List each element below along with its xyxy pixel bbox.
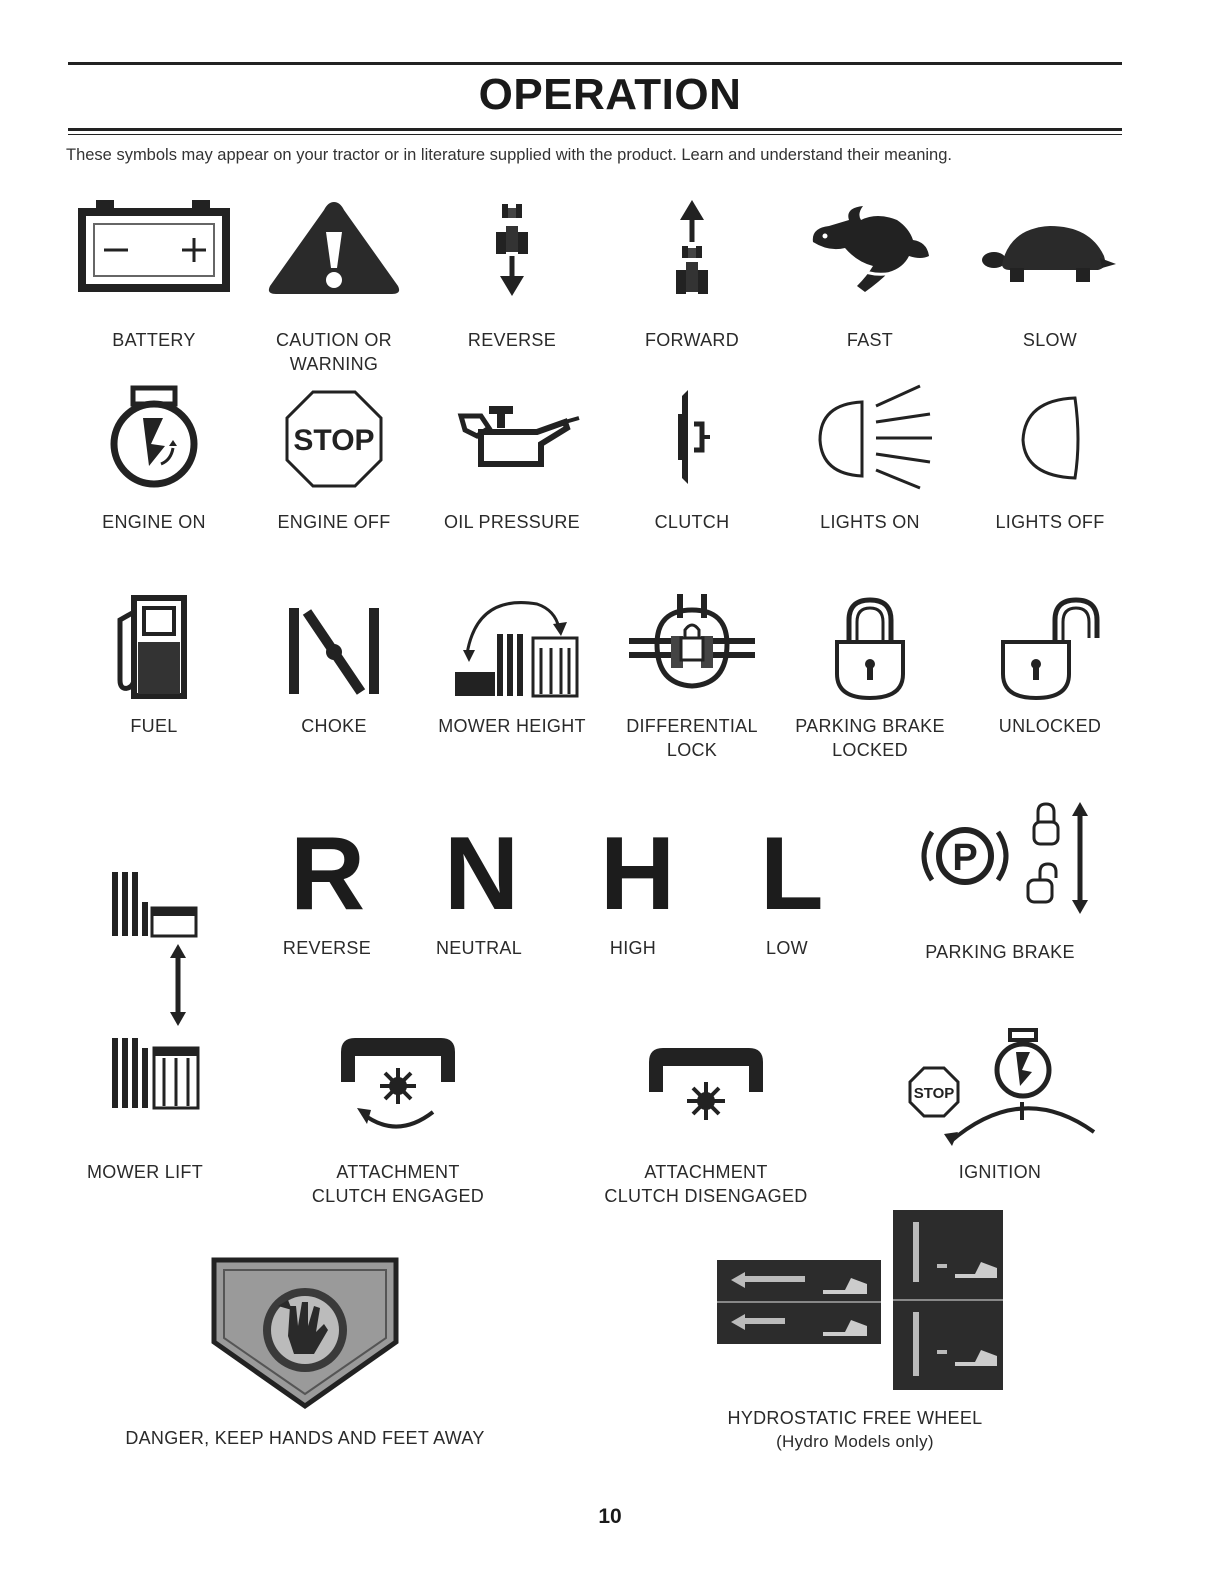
ignition-stop-text: STOP bbox=[913, 1085, 955, 1102]
symbol-fast bbox=[780, 198, 960, 352]
battery-icon bbox=[74, 198, 234, 298]
label-forward: FORWARD bbox=[644, 330, 740, 350]
page-number: 10 bbox=[598, 1505, 622, 1528]
label-hydro-line2: (Hydro Models only) bbox=[776, 1432, 934, 1451]
symbol-attachment-engaged bbox=[298, 1028, 498, 1208]
label-pb-locked-line1: PARKING BRAKE bbox=[795, 716, 945, 736]
label-att-engaged-line1: ATTACHMENT bbox=[336, 1162, 460, 1182]
symbol-engine-on bbox=[64, 384, 244, 534]
hydrostatic-decal-icon bbox=[705, 1208, 1005, 1392]
label-parking-brake: PARKING BRAKE bbox=[925, 942, 1075, 962]
symbol-engine-off bbox=[244, 384, 424, 534]
stop-sign-icon bbox=[279, 384, 389, 490]
label-gear-high: HIGH bbox=[609, 938, 657, 958]
rabbit-icon bbox=[805, 198, 935, 298]
attachment-engaged-icon bbox=[333, 1028, 463, 1140]
symbol-parking-brake-locked bbox=[780, 594, 960, 762]
gear-letter-low: L bbox=[760, 816, 824, 932]
label-danger: DANGER, KEEP HANDS AND FEET AWAY bbox=[125, 1428, 485, 1448]
symbol-fuel bbox=[64, 594, 244, 738]
label-mower-height: MOWER HEIGHT bbox=[438, 716, 586, 736]
symbol-danger-hands bbox=[100, 1256, 510, 1450]
oil-can-icon bbox=[437, 384, 587, 490]
headlight-off-icon bbox=[1005, 384, 1095, 490]
label-att-engaged-line2: CLUTCH ENGAGED bbox=[311, 1186, 485, 1206]
label-slow: SLOW bbox=[1022, 330, 1078, 350]
symbol-lights-on bbox=[780, 384, 960, 534]
symbol-mower-lift bbox=[70, 862, 240, 1184]
label-att-disengaged-line2: CLUTCH DISENGAGED bbox=[604, 1186, 808, 1206]
choke-icon bbox=[269, 594, 399, 700]
label-diff-line1: DIFFERENTIAL bbox=[626, 716, 758, 736]
symbol-battery bbox=[64, 198, 244, 352]
symbol-caution bbox=[244, 198, 424, 376]
label-lights-off: LIGHTS OFF bbox=[995, 512, 1105, 532]
label-choke: CHOKE bbox=[301, 716, 367, 736]
top-rule bbox=[68, 62, 1122, 65]
label-hydro-line1: HYDROSTATIC FREE WHEEL bbox=[727, 1408, 983, 1428]
gear-letter-reverse: R bbox=[290, 816, 366, 932]
symbol-parking-brake bbox=[900, 800, 1100, 964]
lock-open-icon bbox=[995, 594, 1105, 700]
label-battery: BATTERY bbox=[112, 330, 196, 350]
label-clutch: CLUTCH bbox=[654, 512, 730, 532]
label-engine-on: ENGINE ON bbox=[102, 512, 206, 532]
ignition-icon bbox=[900, 1028, 1100, 1146]
label-mower-lift: MOWER LIFT bbox=[87, 1162, 203, 1182]
label-fast: FAST bbox=[846, 330, 894, 350]
symbol-reverse bbox=[422, 198, 602, 352]
stop-sign-text: STOP bbox=[293, 424, 375, 457]
symbol-hydro-free-wheel bbox=[700, 1208, 1010, 1454]
gear-letter-neutral: N bbox=[444, 816, 520, 932]
symbol-differential-lock bbox=[602, 594, 782, 762]
label-diff-line2: LOCK bbox=[666, 740, 718, 760]
gear-letter-high: H bbox=[600, 816, 676, 932]
symbol-attachment-disengaged bbox=[596, 1028, 816, 1208]
label-fuel: FUEL bbox=[130, 716, 178, 736]
symbol-unlocked bbox=[960, 594, 1140, 738]
symbol-oil-pressure bbox=[422, 384, 602, 534]
label-pb-locked-line2: LOCKED bbox=[832, 740, 908, 760]
differential-lock-icon bbox=[627, 594, 757, 700]
clutch-icon bbox=[662, 384, 722, 490]
page-title: OPERATION bbox=[478, 70, 742, 119]
label-oil-pressure: OIL PRESSURE bbox=[444, 512, 580, 532]
intro-text: These symbols may appear on your tractor or in literature supplied with the product. Learn and understand their meaning. bbox=[66, 146, 952, 164]
label-engine-off: ENGINE OFF bbox=[277, 512, 391, 532]
label-lights-on: LIGHTS ON bbox=[820, 512, 920, 532]
label-att-disengaged-line1: ATTACHMENT bbox=[644, 1162, 768, 1182]
label-reverse: REVERSE bbox=[467, 330, 557, 350]
label-gear-low: LOW bbox=[766, 938, 808, 958]
mower-height-icon bbox=[437, 594, 587, 700]
label-caution-line1: CAUTION OR bbox=[275, 330, 392, 350]
warning-triangle-icon bbox=[264, 198, 404, 298]
tractor-forward-icon bbox=[662, 198, 722, 298]
turtle-icon bbox=[980, 198, 1120, 298]
engine-on-icon bbox=[99, 384, 209, 490]
symbol-mower-height bbox=[422, 594, 602, 738]
parking-brake-icon bbox=[900, 800, 1100, 914]
title-rule-thin bbox=[68, 134, 1122, 135]
mower-lift-icon bbox=[100, 862, 210, 1116]
lock-closed-icon bbox=[825, 594, 915, 700]
label-caution-line2: WARNING bbox=[289, 354, 379, 374]
symbol-lights-off bbox=[960, 384, 1140, 534]
fuel-pump-icon bbox=[104, 594, 204, 700]
parking-brake-p: P bbox=[952, 837, 978, 879]
attachment-disengaged-icon bbox=[641, 1028, 771, 1140]
danger-hand-warning-icon bbox=[210, 1256, 400, 1410]
label-ignition: IGNITION bbox=[958, 1162, 1042, 1182]
tractor-reverse-icon bbox=[482, 198, 542, 298]
label-unlocked: UNLOCKED bbox=[998, 716, 1102, 736]
symbol-forward bbox=[602, 198, 782, 352]
symbol-slow bbox=[960, 198, 1140, 352]
label-gear-reverse: REVERSE bbox=[282, 938, 372, 958]
title-rule-thick bbox=[68, 128, 1122, 131]
symbol-clutch bbox=[602, 384, 782, 534]
symbol-ignition bbox=[900, 1028, 1100, 1184]
headlight-on-icon bbox=[800, 384, 940, 490]
label-gear-neutral: NEUTRAL bbox=[435, 938, 523, 958]
symbol-choke bbox=[244, 594, 424, 738]
